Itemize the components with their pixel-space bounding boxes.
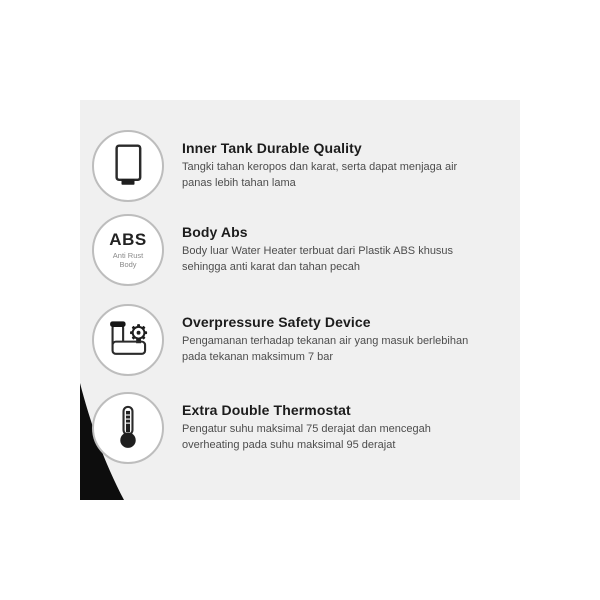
- abs-badge-subtext: [113, 251, 143, 270]
- feature-text-block: [182, 224, 490, 275]
- thermometer-icon: [92, 392, 164, 464]
- thermometer-icon-glyph: [102, 402, 154, 454]
- tank-icon-glyph: [102, 140, 154, 192]
- abs-badge-text: ABS: [109, 229, 147, 249]
- feature-row-body-abs: [92, 214, 490, 286]
- feature-description: Pengamanan terhadap tekanan air yang masuk berlebihan pada tekanan maksimum 7 bar: [182, 335, 469, 363]
- feature-text-block: [182, 140, 490, 191]
- feature-title: Extra Double Thermostat: [182, 402, 351, 419]
- feature-title: Overpressure Safety Device: [182, 314, 371, 331]
- feature-row-thermostat: [92, 392, 490, 464]
- feature-text-block: [182, 314, 490, 365]
- tank-icon: [92, 130, 164, 202]
- pressure-valve-icon: [92, 304, 164, 376]
- feature-row-inner-tank: [92, 130, 490, 202]
- feature-description: Pengatur suhu maksimal 75 derajat dan mencegah overheating pada suhu maksimal 95 derajat: [182, 423, 431, 451]
- abs-badge: [92, 214, 164, 286]
- feature-title: Body Abs: [182, 224, 248, 241]
- feature-description: Tangki tahan keropos dan karat, serta dapat menjaga air panas lebih tahan lama: [182, 161, 458, 189]
- feature-description: Body luar Water Heater terbuat dari Plastik ABS khusus sehingga anti karat dan tahan pecah: [182, 245, 454, 273]
- pressure-valve-icon-glyph: [102, 314, 154, 366]
- feature-title: Inner Tank Durable Quality: [182, 140, 362, 157]
- abs-subtext-line1: Anti Rust: [112, 250, 144, 260]
- abs-subtext-line2: Body: [119, 260, 137, 269]
- feature-row-overpressure: [92, 304, 490, 376]
- feature-text-block: [182, 402, 490, 453]
- feature-panel: [80, 100, 520, 500]
